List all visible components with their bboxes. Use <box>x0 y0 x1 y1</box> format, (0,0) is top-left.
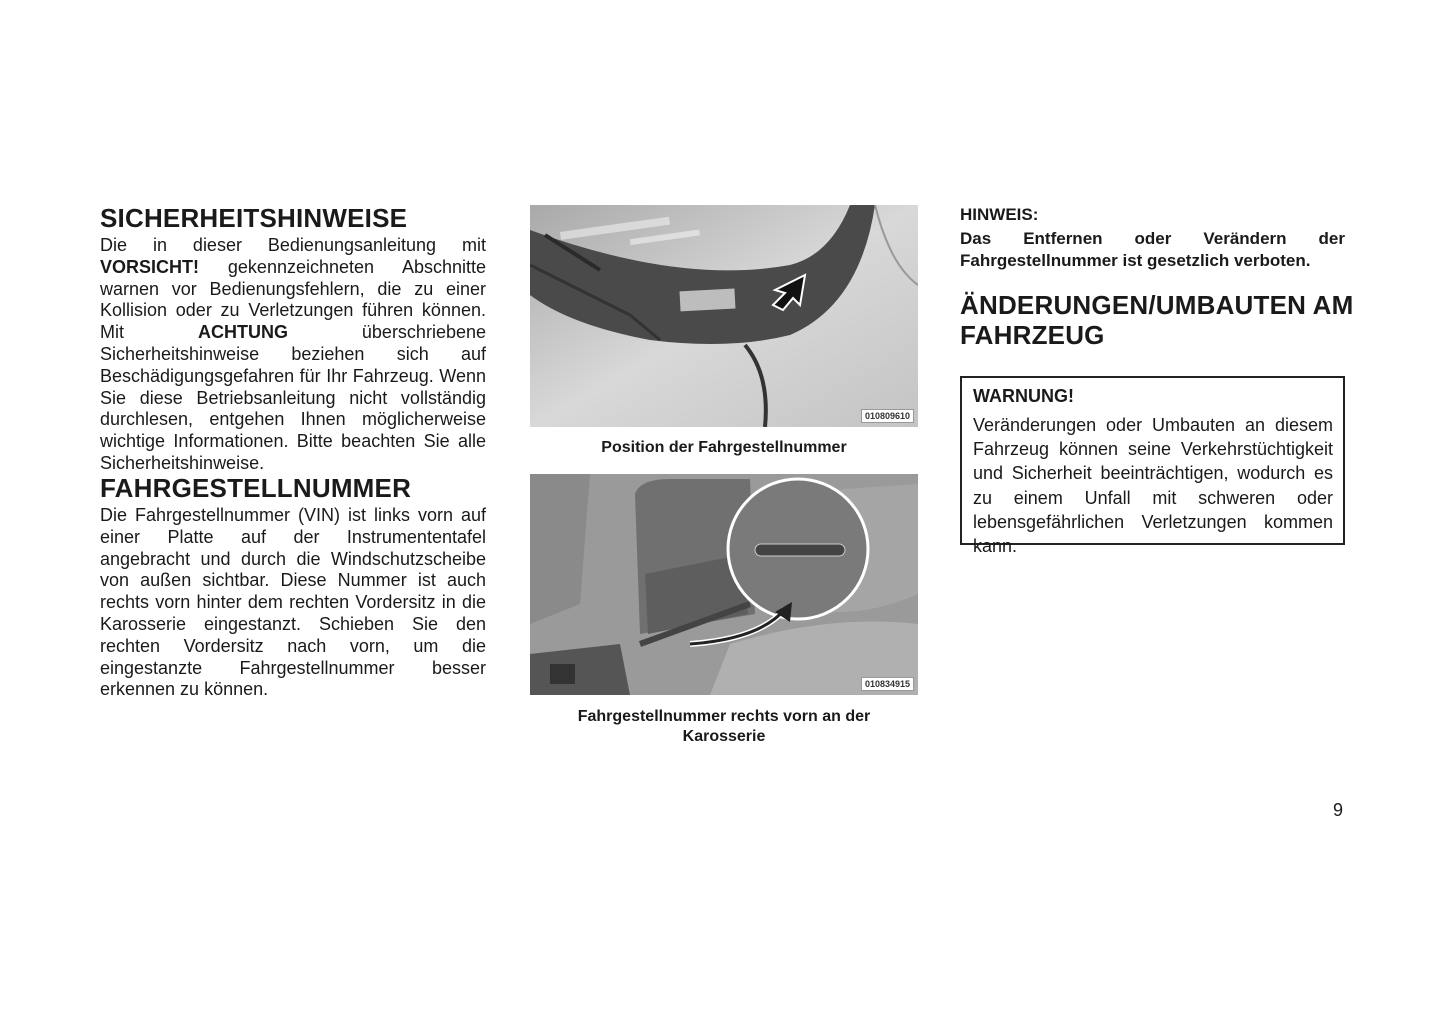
section-safety <box>100 203 486 475</box>
heading-modifications-line1: ÄNDERUNGEN/UMBAUTEN AM <box>960 290 1354 320</box>
section-vin <box>100 473 486 701</box>
text-segment: überschriebene Sicherheitshinweise beziehen sich auf Beschädigungsgefahren für Ihr Fahrzeug. Wenn Sie diese Betriebsanleitung nicht vollständig durchlesen, entgehen Ihnen möglicherweise wichtige Informationen. Bitte beachten Sie alle Sicherheitshinweise. <box>100 322 486 473</box>
bold-vorsicht: VORSICHT! <box>100 256 199 277</box>
note-text: Das Entfernen oder Verändern der Fahrgestellnummer ist gesetzlich verboten. <box>960 229 1345 270</box>
warning-box <box>960 376 1345 557</box>
heading-modifications-line2: FAHRZEUG <box>960 320 1105 350</box>
figure-id: 010809610 <box>861 409 914 423</box>
figure-seat-vin <box>530 474 918 695</box>
figure2-caption <box>530 707 918 747</box>
figure1-caption: Position der Fahrgestellnummer <box>601 439 847 456</box>
seat-illustration <box>530 474 918 695</box>
text-segment: gekennzeichneten Abschnitte warnen vor Bedienungsfehlern, die zu einer Kollision oder zu Verletzungen führen können. Mit <box>100 256 486 343</box>
note <box>960 204 1345 272</box>
warning-text: Veränderungen oder Umbauten an diesem Fahrzeug können seine Verkehrstüchtigkeit und Sicherheit beeinträchtigen, wodurch es zu einem Unfall mit schweren oder lebensgefährlichen Verletzungen kommen kann. <box>973 415 1333 557</box>
windshield-illustration <box>530 205 918 427</box>
figure-id: 010834915 <box>861 677 914 691</box>
heading-vin: FAHRGESTELLNUMMER <box>100 473 412 503</box>
note-label: HINWEIS: <box>960 205 1039 224</box>
figure-windshield-vin <box>530 205 918 427</box>
section-modifications <box>960 290 1360 350</box>
warning-label: WARNUNG! <box>973 386 1074 406</box>
page-number: 9 <box>1333 800 1344 820</box>
heading-safety: SICHERHEITSHINWEISE <box>100 203 408 233</box>
caption-line: Karosserie <box>682 728 766 745</box>
vin-paragraph: Die Fahrgestellnummer (VIN) ist links vorn auf einer Platte auf der Instrumententafel angebracht und durch die Windschutzscheibe von außen sichtbar. Diese Nummer ist auch rechts vorn hinter dem rechten Vordersitz in die Karosserie eingestanzt. Schieben Sie den rechten Vordersitz nach vorn, um die eingestanzte Fahrgestellnummer besser erkennen zu können. <box>100 505 486 700</box>
caption-line: Fahrgestellnummer rechts vorn an der <box>577 708 871 725</box>
safety-paragraph <box>100 235 486 475</box>
text-segment: Die in dieser Bedienungsanleitung mit <box>100 235 486 255</box>
bold-achtung: ACHTUNG <box>197 322 288 343</box>
